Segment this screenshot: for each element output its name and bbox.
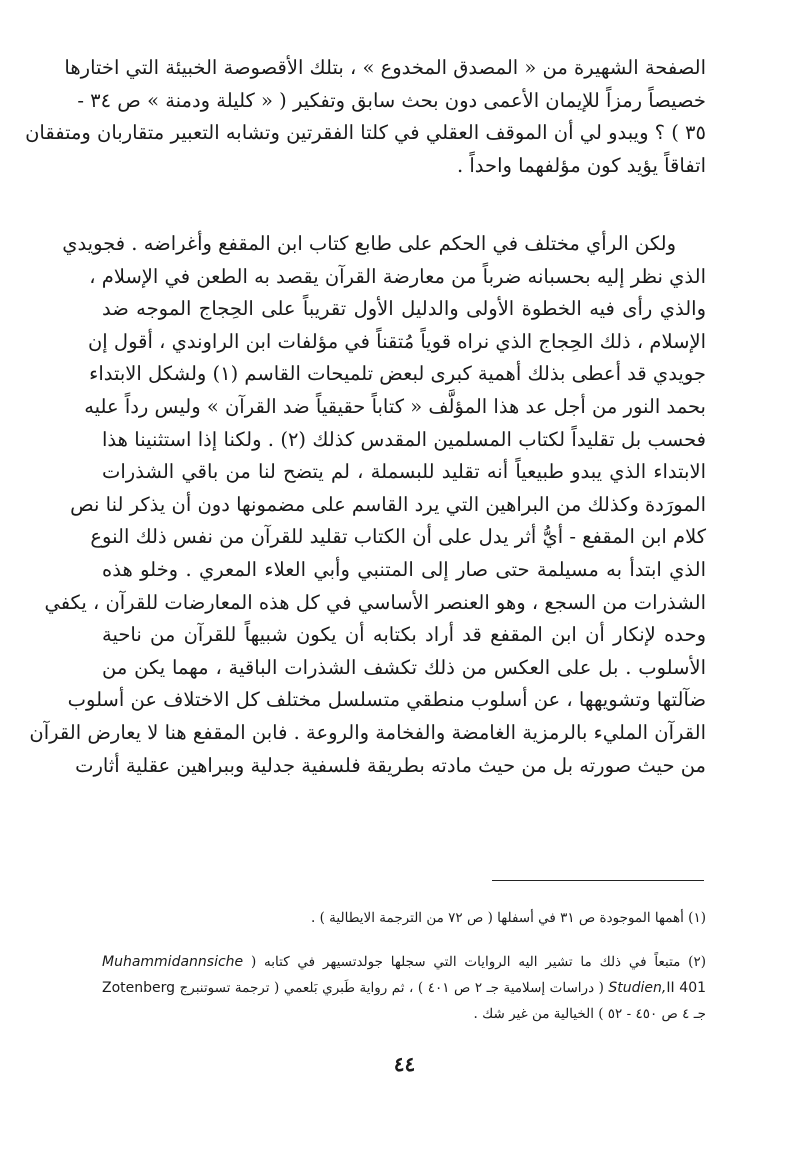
text-line: الذي نظر إليه بحسبانه ضرباً من معارضة القرآن يقصد به الطعن في الإسلام ،	[89, 264, 706, 288]
text-line: الأسلوب . بل على العكس من ذلك تكشف الشذرات الباقية ، مهما يكن من	[102, 655, 706, 679]
footnote-latin-title: Muhammidannsiche	[102, 954, 244, 970]
text-line: خصيصاً رمزاً للإيمان الأعمى دون بحث سابق وتفكير ( « كليلة ودمنة » ص ٣٤ -	[77, 88, 706, 112]
text-line: ٣٥ ) ؟ ويبدو لي أن الموقف العقلي في كلتا الفقرتين وتشابه التعبير متقاربان ومتفقان	[25, 121, 706, 145]
footnote-1: (١) أهمها الموجودة ص ٣١ في أسفلها ( ص ٧٢ من الترجمة الايطالية ) .	[311, 910, 706, 926]
text-line: الابتداء الذي يبدو طبيعياً أنه تقليد للبسملة ، لم يتضح لنا من باقي الشذرات	[102, 460, 706, 484]
footnote-2-line-2	[102, 975, 706, 1001]
text-line: فحسب بل تقليداً لكتاب المسلمين المقدس كذلك (٢) . ولكنا إذا استثنينا هذا	[102, 427, 706, 451]
text-line: جويدي قد أعطى بذلك أهمية كبرى لبعض تلميحات القاسم (١) ولشكل الابتداء	[89, 362, 706, 386]
text-line: الشذرات من السجع ، وهو العنصر الأساسي في كل هذه المعارضات للقرآن ، يكفي	[44, 590, 706, 614]
text-line: المورَدة وكذلك من البراهين التي يرد القاسم على مضمونها دون أن يذكر لنا نص	[70, 492, 706, 516]
footnote-latin-studien: Studien,	[608, 980, 667, 996]
text-line: ضآلتها وتشويهها ، عن أسلوب منطقي متسلسل مختلف كل الاختلاف عن أسلوب	[67, 688, 706, 712]
text-line: القرآن المليء بالرمزية الغامضة والفخامة والروعة . فابن المقفع هنا لا يعارض القرآن	[29, 720, 706, 744]
text-line: كلام ابن المقفع - أيُّ أثر يدل على أن الكتاب تقليد للقرآن من نفس ذلك النوع	[90, 525, 706, 549]
text-line: بحمد النور من أجل عد هذا المؤلَّف « كتاباً حقيقياً ضد القرآن » وليس رداً عليه	[84, 394, 706, 418]
footnote-latin-author: Zotenberg	[102, 980, 176, 996]
footnote-latin-ref	[608, 980, 706, 996]
paragraph-1	[25, 52, 706, 182]
text-line: اتفاقاً يؤيد كون مؤلفهما واحداً .	[456, 153, 706, 177]
text-line: الذي ابتدأ به مسيلمة حتى صار إلى المتنبي وأبي العلاء المعري . وخلو هذه	[102, 557, 706, 581]
footnote-2-line-1	[102, 949, 706, 975]
footnote-latin-volume: II 401	[666, 980, 707, 996]
footnote-text: ( دراسات إسلامية جـ ٢ ص ٤٠١ ) ، ثم رواية طَبري بَلعمي ( ترجمة تسوتنبرج	[179, 980, 604, 996]
text-line: وحده لإنكار أن ابن المقفع قد أراد بكتابه أن يكون شبيهاً للقرآن من ناحية	[102, 623, 706, 647]
text-line: من حيث صورته بل من حيث مادته بطريقة فلسفية جدلية وببراهين عقلية أثارت	[75, 753, 706, 777]
footnote-divider	[492, 880, 704, 881]
text-line: الإسلام ، ذلك الحِجاج الذي نراه قوياً مُتقناً في مؤلفات ابن الراوندي ، أقول إن	[87, 329, 706, 353]
text-line: والذي رأى فيه الخطوة الأولى والدليل الأول تقريباً على الحِجاج الموجه ضد	[102, 297, 706, 321]
page-number: ٤٤	[393, 1052, 416, 1076]
footnote-text: (٢) متبعاً في ذلك ما تشير اليه الروايات التي سجلها جولدتسيهر في كتابه (	[250, 954, 706, 970]
paragraph-2	[29, 228, 706, 782]
footnote-2-line-3: جـ ٤ ص ٤٥٠ - ٥٢ ) الخيالية من غير شك .	[473, 1006, 706, 1022]
text-line: ولكن الرأي مختلف في الحكم على طابع كتاب ابن المقفع وأغراضه . فجويدي	[62, 232, 676, 255]
text-line: الصفحة الشهيرة من « المصدق المخدوع » ، بتلك الأقصوصة الخبيئة التي اختارها	[64, 56, 706, 79]
